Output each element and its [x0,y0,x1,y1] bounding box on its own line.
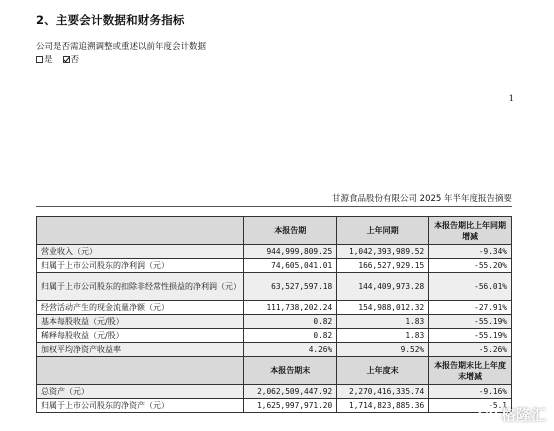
row-label: 归属于上市公司股东的扣除非经常性损益的净利润（元） [37,273,244,301]
retro-question: 公司是否需追溯调整或重述以前年度会计数据 [36,42,207,52]
table-row [37,385,512,399]
row-label: 经营活动产生的现金流量净额（元） [37,301,244,315]
row-prior: 1.83 [337,315,429,329]
row-change: -55.19% [429,315,512,329]
row-prior: 1,714,823,885.36 [337,399,429,413]
table-row [37,315,512,329]
table-row [37,399,512,413]
table2-header-current: 本报告期末 [244,357,337,385]
table1-header-prior: 上年同期 [337,217,429,245]
row-label: 稀释每股收益（元/股） [37,329,244,343]
table-row [37,343,512,357]
row-change: -55.20% [429,259,512,273]
row-current: 111,738,202.24 [244,301,337,315]
option-no-label: 否 [70,55,80,65]
row-label: 基本每股收益（元/股） [37,315,244,329]
financial-table [36,216,512,413]
row-current: 944,999,809.25 [244,245,337,259]
table-row [37,245,512,259]
retro-answer [36,53,87,65]
header-rule [36,206,512,207]
report-header: 甘源食品股份有限公司 2025 年半年度报告摘要 [331,194,512,204]
row-label: 总资产（元） [37,385,244,399]
row-prior: 166,527,929.15 [337,259,429,273]
table-row [37,329,512,343]
table-row [37,273,512,301]
checkbox-yes-icon[interactable] [36,56,43,63]
row-label: 营业收入（元） [37,245,244,259]
row-change: -5.1 [429,399,512,413]
gelonghui-logo-icon [478,405,498,425]
table2-header-row [37,357,512,385]
table2-header-prior: 上年度末 [337,357,429,385]
row-label: 加权平均净资产收益率 [37,343,244,357]
option-no[interactable] [63,53,80,65]
row-current: 4.26% [244,343,337,357]
table-row [37,301,512,315]
row-current: 2,062,509,447.92 [244,385,337,399]
row-current: 0.82 [244,315,337,329]
checkbox-no-checked-icon[interactable] [63,56,70,63]
row-prior: 144,409,973.28 [337,273,429,301]
watermark-text: 格隆汇 [500,406,546,424]
row-prior: 2,270,416,335.74 [337,385,429,399]
row-change: -9.16% [429,385,512,399]
row-change: -5.26% [429,343,512,357]
watermark [478,404,546,425]
row-prior: 9.52% [337,343,429,357]
row-change: -27.91% [429,301,512,315]
table1-header-change: 本报告期比上年同期增减 [429,217,512,245]
option-yes[interactable] [36,53,53,65]
row-prior: 154,988,012.32 [337,301,429,315]
row-change: -56.01% [429,273,512,301]
row-change: -9.34% [429,245,512,259]
row-current: 1,625,997,971.20 [244,399,337,413]
table1-header-row [37,217,512,245]
option-yes-label: 是 [44,55,53,65]
table1-header-blank [37,217,244,245]
row-prior: 1.83 [337,329,429,343]
row-prior: 1,042,393,989.52 [337,245,429,259]
table1-header-current: 本报告期 [244,217,337,245]
section-title: 2、主要会计数据和财务指标 [36,13,185,27]
page-number: 1 [508,94,514,104]
row-current: 0.82 [244,329,337,343]
row-label: 归属于上市公司股东的净利润（元） [37,259,244,273]
row-current: 63,527,597.18 [244,273,337,301]
table2-header-change: 本报告期末比上年度末增减 [429,357,512,385]
table2-header-blank [37,357,244,385]
table-row [37,259,512,273]
row-change: -55.19% [429,329,512,343]
row-current: 74,605,041.01 [244,259,337,273]
row-label: 归属于上市公司股东的净资产（元） [37,399,244,413]
